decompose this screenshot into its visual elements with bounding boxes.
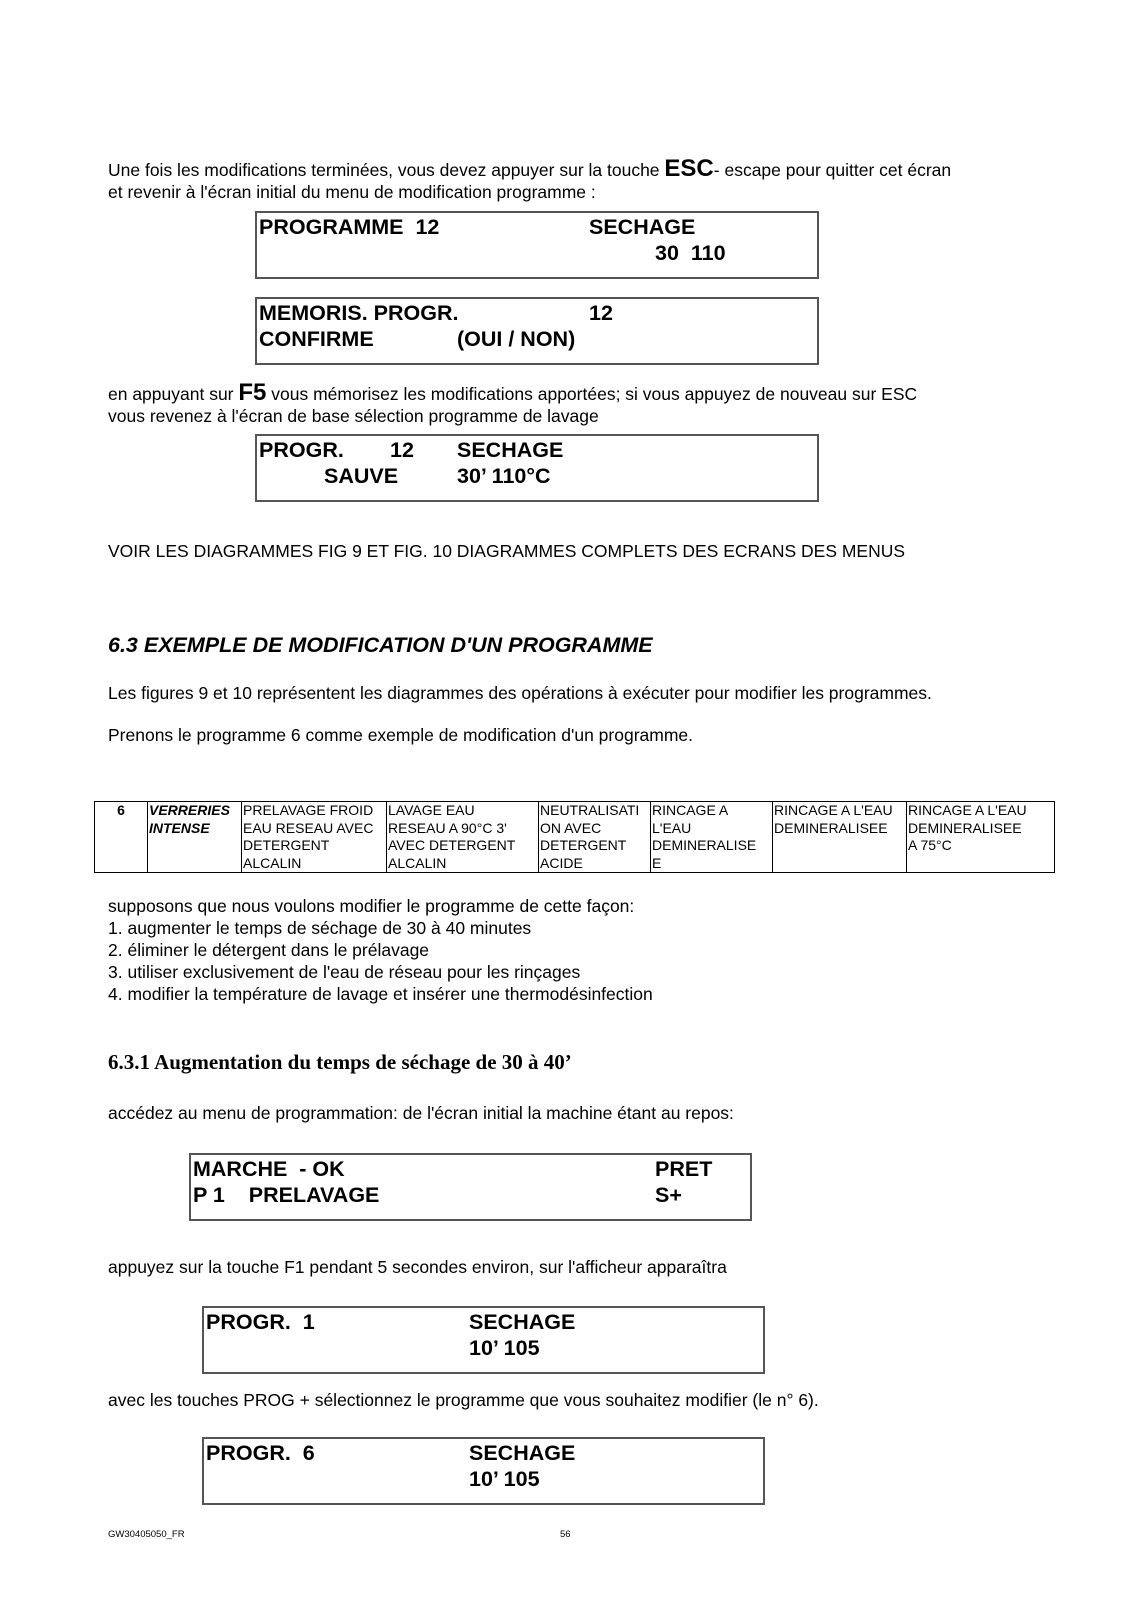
cell-line: DEMINERALISE (652, 837, 757, 853)
list-item: supposons que nous voulons modifier le programme de cette façon: (108, 896, 635, 916)
intro-text-end: - escape pour quitter cet écran (713, 160, 952, 180)
paragraph-appuyez: appuyez sur la touche F1 pendant 5 secondes environ, sur l'afficheur apparaîtra (108, 1257, 727, 1277)
display-sauve (255, 434, 819, 502)
cell-line: DEMINERALISEE (774, 819, 888, 836)
display-progr-6 (202, 1437, 765, 1505)
display-line1-c: SECHAGE (457, 438, 564, 462)
table-cell (907, 802, 1055, 873)
display-line1-left: PROGR. 6 (206, 1441, 315, 1465)
cell-line: L'EAU (652, 819, 692, 836)
cell-line: ALCALIN (388, 854, 447, 871)
cell-line: INTENSE (149, 819, 210, 836)
cell-line: VERRERIES (149, 802, 230, 818)
display-line2-c: 30’ 110°C (457, 464, 551, 488)
esc-key-label: ESC (664, 155, 714, 182)
display-line2-right: 30 110 (655, 241, 726, 265)
cell-line: LAVAGE EAU (388, 802, 475, 818)
table-row (95, 802, 1055, 873)
cell-line: RINCAGE A L'EAU (908, 802, 1027, 818)
subsection-heading: 6.3.1 Augmentation du temps de séchage de 30 à 40’ (108, 1050, 572, 1074)
cell-line: RINCAGE A L'EAU (774, 802, 893, 818)
display-line2-mid: (OUI / NON) (457, 327, 576, 351)
cell-line: PRELAVAGE FROID (243, 802, 374, 818)
table-cell (242, 802, 387, 873)
display-line2-right: 10’ 105 (469, 1336, 540, 1360)
cell-line: EAU RESEAU AVEC (243, 819, 374, 836)
footer-doc-code: GW30405050_FR (108, 1529, 185, 1540)
cell-line: A 75°C (908, 837, 952, 853)
cell-line: ON AVEC (540, 819, 602, 836)
cell-line: AVEC DETERGENT (388, 837, 516, 853)
cell-line: ALCALIN (243, 854, 302, 871)
list-item: 2. éliminer le détergent dans le prélavage (108, 940, 430, 960)
display-line1-right: 12 (589, 301, 613, 325)
list-item: 3. utiliser exclusivement de l'eau de réseau pour les rinçages (108, 962, 581, 982)
display-line2-left: P 1 PRELAVAGE (193, 1183, 380, 1207)
display-line1-right: PRET (655, 1157, 713, 1181)
table-cell (539, 802, 651, 873)
display-line1-right: SECHAGE (589, 215, 696, 239)
f5-text-start: en appuyant sur (108, 384, 239, 404)
cell-line: DEMINERALISEE (908, 819, 1022, 836)
cell-line: RESEAU A 90°C 3' (388, 819, 507, 836)
cell-line: NEUTRALISATI (540, 802, 640, 818)
cell-line: E (652, 854, 662, 871)
cell-line: DETERGENT (243, 837, 330, 853)
display-line2-left: CONFIRME (259, 327, 374, 351)
display-memoris (255, 297, 819, 365)
cell-line: 6 (117, 802, 125, 818)
paragraph-avec: avec les touches PROG + sélectionnez le programme que vous souhaitez modifier (le n° 6). (108, 1390, 819, 1410)
display-line1-right: SECHAGE (469, 1441, 576, 1465)
display-marche (189, 1153, 752, 1221)
f5-text-end: vous mémorisez les modifications apportées; si vous appuyez de nouveau sur ESC (266, 384, 918, 404)
display-line2-right: 10’ 105 (469, 1467, 540, 1491)
f5-key-label: F5 (238, 379, 267, 406)
paragraph-figures: Les figures 9 et 10 représentent les diagrammes des opérations à exécuter pour modifier les programmes. (108, 683, 932, 703)
display-programme (255, 211, 819, 279)
modification-list (108, 895, 653, 1005)
paragraph-accedez: accédez au menu de programmation: de l'écran initial la machine étant au repos: (108, 1103, 734, 1123)
table-cell (773, 802, 907, 873)
footer-page-number: 56 (560, 1529, 571, 1540)
program-table (94, 801, 1055, 873)
cell-line: RINCAGE A (652, 802, 729, 818)
table-cell (95, 802, 148, 873)
list-item: 1. augmenter le temps de séchage de 30 à 40 minutes (108, 918, 532, 938)
f5-paragraph (108, 379, 918, 427)
display-line1-b: 12 (390, 438, 414, 462)
display-progr-1 (202, 1306, 765, 1374)
table-cell (148, 802, 242, 873)
intro-paragraph (108, 155, 952, 203)
table-cell (387, 802, 539, 873)
display-line1-right: SECHAGE (469, 1310, 576, 1334)
display-line2-right: S+ (655, 1183, 682, 1207)
display-line1-left: MARCHE - OK (193, 1157, 345, 1181)
section-heading: 6.3 EXEMPLE DE MODIFICATION D'UN PROGRAMME (108, 633, 653, 657)
display-line1-left: PROGR. 1 (206, 1310, 315, 1334)
intro-text-start: Une fois les modifications terminées, vous devez appuyer sur la touche (108, 160, 665, 180)
display-line1-left: MEMORIS. PROGR. (259, 301, 459, 325)
voir-diagrammes-text: VOIR LES DIAGRAMMES FIG 9 ET FIG. 10 DIAGRAMMES COMPLETS DES ECRANS DES MENUS (108, 541, 906, 561)
intro-text-line2: et revenir à l'écran initial du menu de modification programme : (108, 182, 596, 202)
cell-line: ACIDE (540, 854, 583, 871)
cell-line: DETERGENT (540, 837, 627, 853)
display-line1-a: PROGR. (259, 438, 344, 462)
paragraph-prenons: Prenons le programme 6 comme exemple de modification d'un programme. (108, 725, 694, 745)
display-line1-left: PROGRAMME 12 (259, 215, 440, 239)
table-cell (651, 802, 773, 873)
list-item: 4. modifier la température de lavage et insérer une thermodésinfection (108, 984, 653, 1004)
display-line2-a: SAUVE (324, 464, 399, 488)
f5-text-line2: vous revenez à l'écran de base sélection programme de lavage (108, 406, 599, 426)
